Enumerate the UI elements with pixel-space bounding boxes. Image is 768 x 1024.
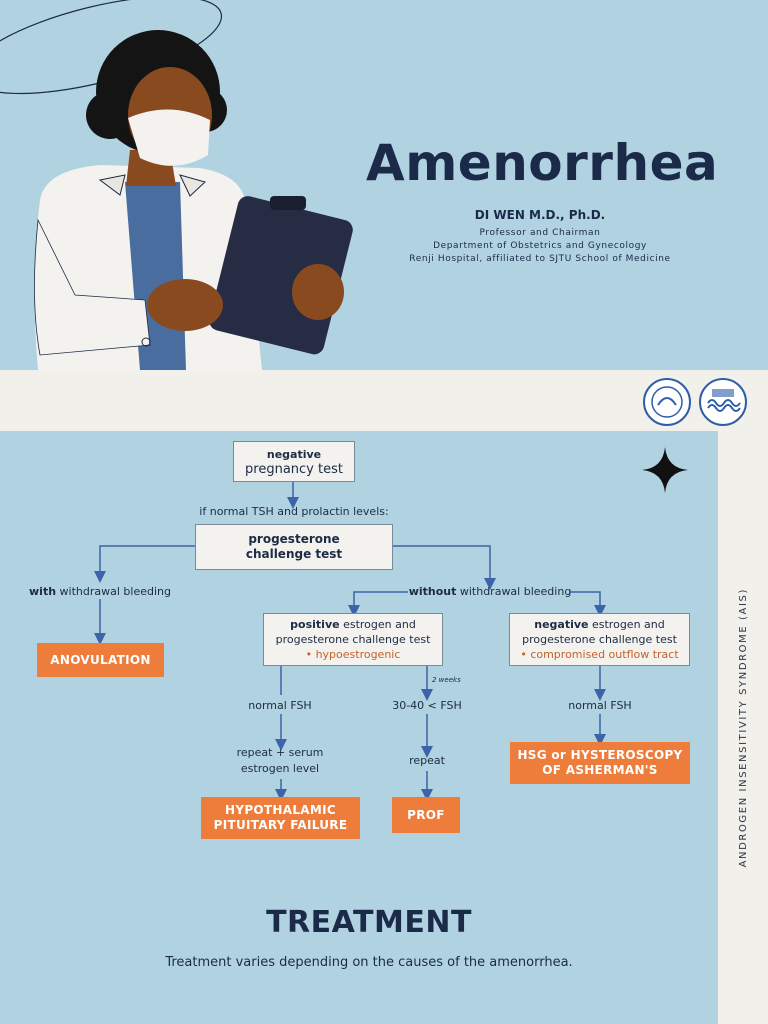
positive-challenge-box: positive estrogen and progesterone challenge test • hypoestrogenic — [263, 613, 443, 666]
page-title: Amenorrhea — [366, 134, 719, 192]
affiliation-line: Renji Hospital, affiliated to SJTU School of Medicine — [409, 254, 671, 264]
author-name: DI WEN M.D., Ph.D. — [474, 208, 606, 222]
normal-fsh-left-label: normal FSH — [248, 699, 312, 712]
repeat-serum-label: repeat + serum estrogen level — [236, 746, 324, 775]
prof-box: PROF — [392, 797, 460, 833]
treatment-text: Treatment varies depending on the causes of the amenorrhea. — [165, 955, 573, 970]
negative-challenge-box: negative estrogen and progesterone challenge test • compromised outflow tract — [509, 613, 690, 666]
hospital-seal-icon — [698, 377, 748, 427]
treatment-heading: TREATMENT — [266, 905, 472, 940]
negative-pregnancy-test-box: negative pregnancy test — [233, 441, 355, 482]
with-bleeding-label: with withdrawal bleeding — [29, 585, 171, 598]
normal-fsh-right-label: normal FSH — [568, 699, 632, 712]
progesterone-challenge-box: progesterone challenge test — [195, 524, 393, 570]
hsg-hysteroscopy-box: HSG or HYSTEROSCOPY OF ASHERMAN'S — [510, 742, 690, 784]
fsh-high-label: 30-40 < FSH — [392, 699, 462, 712]
university-seal-icon — [642, 377, 692, 427]
repeat-label: repeat — [409, 754, 445, 767]
two-weeks-note: 2 weeks — [432, 676, 461, 684]
hypothalamic-failure-box: HYPOTHALAMIC PITUITARY FAILURE — [201, 797, 360, 839]
doctor-illustration — [0, 0, 360, 370]
sidebar-label: ANDROGEN INSENSITIVITY SYNDROME (AIS) — [737, 587, 749, 868]
anovulation-box: ANOVULATION — [37, 643, 164, 677]
without-bleeding-label: without withdrawal bleeding — [408, 585, 572, 598]
affiliation-line: Department of Obstetrics and Gynecology — [433, 241, 647, 251]
affiliation-line: Professor and Chairman — [479, 228, 601, 238]
condition-label: if normal TSH and prolactin levels: — [199, 505, 389, 518]
